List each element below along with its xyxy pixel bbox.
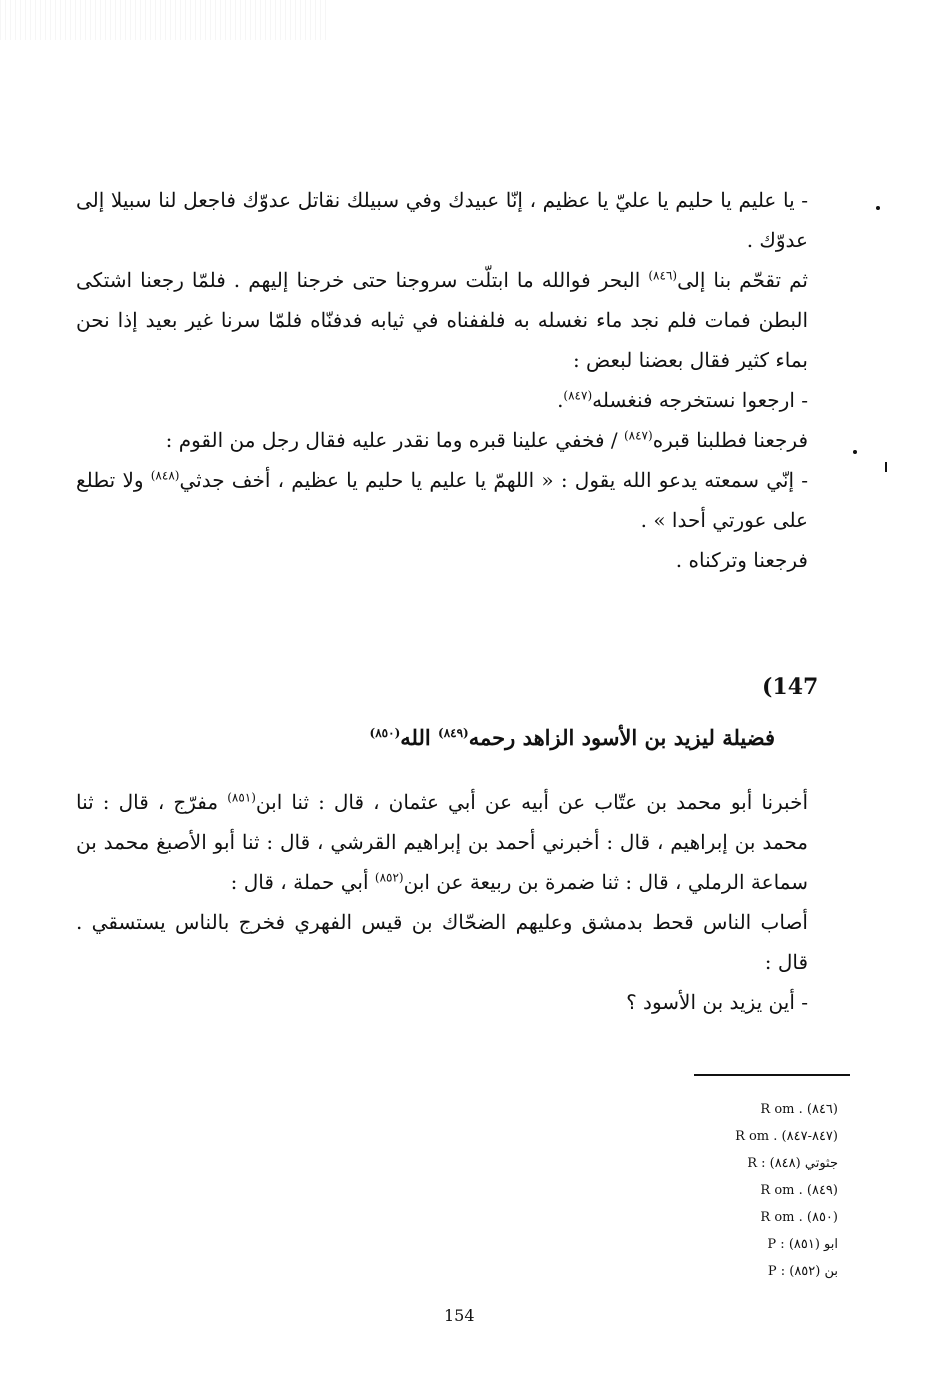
paragraph-9: - أين يزيد بن الأسود ؟ [626,990,808,1014]
footnote-ref: (٨٥٠) [369,726,401,740]
footnote: R om . (٨٤٩) [760,1183,838,1198]
footnote-ref: (٨٤٧) [563,388,593,403]
paragraph-3: - ارجعوا نستخرجه فنغسله$^{(٨٤٧)}$. [557,388,808,412]
footnote-ref: (٨٤٦) [648,268,678,283]
footnote-ref: (٨٥١) [227,790,256,805]
paragraph-4: فرجعنا فطلبنا قبره$^{(٨٤٧)}$ / فخفي علينا قبره وما نقدر عليه فقال رجل من القوم : [165,428,808,452]
paragraph-8: أصاب الناس قحط بدمشق وعليهم الضحّاك بن قيس الفهري فخرج بالناس يستسقي . قال : [76,910,808,974]
footnote-ref: (٨٤٩) [438,726,469,740]
footnote: P : بن (٨٥٢) [767,1264,838,1279]
paragraph-5: - إنّي سمعته يدعو الله يقول : « اللهمّ يا عليم يا حليم يا عظيم ، أخف جدثي$^{(٨٤٨)}$ ولا تطلع على عورتي أحدا » . [76,468,808,532]
footnotes [640,1096,838,1285]
margin-dot [876,206,880,210]
footnote: R om . (٨٤٦) [760,1102,838,1117]
paragraph-1: - يا عليم يا حليم يا عليّ يا عظيم ، إنّا عبيدك وفي سبيلك نقاتل عدوّك فاجعل لنا سبيلا إلى عدوّك . [76,188,808,252]
paragraph-7: أخبرنا أبو محمد بن عتّاب عن أبيه عن أبي عثمان ، قال : ثنا ابن$^{(٨٥١)}$ مفرّج ، قال : ثنا محمد بن إبراهيم ، قال : أخبرني أحمد بن إبراهيم القرشي ، قال : ثنا أبو الأصبغ محمد بن سماعة الرملي ، قال : ثنا ضمرة بن ربيعة عن ابن$^{(٨٥٢)}$ أبي حملة ، قال : [76,790,809,894]
margin-mark [885,462,887,472]
footnote-ref: (٨٤٨) [150,468,180,483]
paragraph-2: ثم تقحّم بنا إلى$^{(٨٤٦)}$ البحر فوالله ما ابتلّت سروجنا حتى خرجنا إليهم . فلمّا رجعنا اشتكى البطن فمات فلم نجد ماء نغسله به فلففناه في ثيابه فدفنّاه فلمّا سرنا غير بعيد إذا نحن بماء كثير فقال بعضنا لبعض : [76,268,808,372]
scan-artifact [0,0,330,40]
footnote: P : ابو (٨٥١) [767,1237,838,1252]
footnote: R om . (٨٥٠) [760,1210,838,1225]
margin-dot [853,450,857,454]
section-title: فضيلة ليزيد بن الأسود الزاهد رحمه$^{(٨٤٩)}$ الله$^{(٨٥٠)}$ [369,725,775,750]
footnote-ref: (٨٥٢) [374,870,404,885]
body-text-top [76,180,848,580]
section-number: (147 [762,674,819,700]
footnote: R : جثوتي (٨٤٨) [747,1156,838,1171]
paragraph-6: فرجعنا وتركناه . [675,548,808,572]
page-number: 154 [444,1306,475,1325]
footnote-separator [694,1074,850,1076]
body-text-bottom [76,782,848,1022]
footnote: R om . (٨٤٧-٨٤٧) [735,1129,838,1144]
footnote-ref: (٨٤٧) [623,428,653,443]
